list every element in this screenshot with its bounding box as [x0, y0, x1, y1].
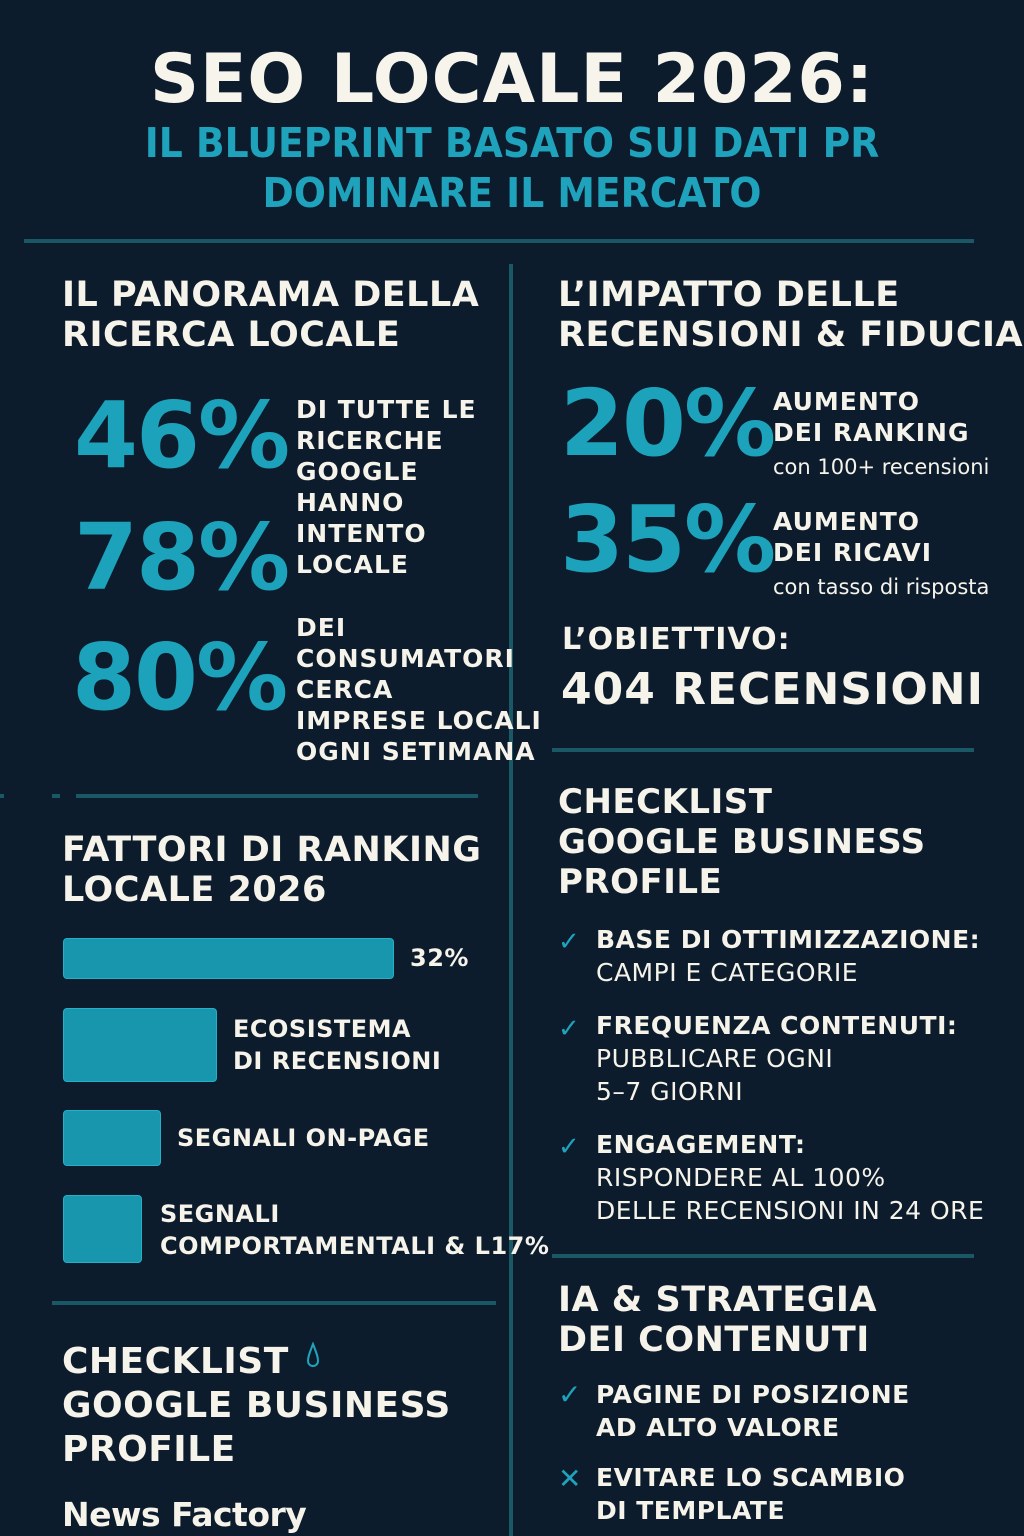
- checklist-item-2-text: 5–7 GIORNI: [596, 1077, 744, 1106]
- left-divider-2: [52, 1301, 496, 1305]
- checklist-item-1-heading: BASE DI OTTIMIZZAZIONE:: [596, 925, 981, 954]
- reviews-section-title: [558, 275, 1023, 355]
- bar-2-label-line-1: ECOSISTEMA: [233, 1015, 412, 1043]
- check-icon: ✓: [558, 927, 580, 957]
- checklist-item-3-heading: ENGAGEMENT:: [596, 1130, 806, 1159]
- ai-item-1: [596, 1378, 910, 1444]
- stat-35: 35%: [560, 486, 775, 593]
- left-checklist-title-line-2: GOOGLE BUSINESS: [62, 1385, 451, 1426]
- desc-line: HANNO: [296, 488, 405, 517]
- stat-20-line-2: DEI RANKING: [773, 418, 970, 447]
- droplet-icon: [306, 1342, 320, 1370]
- desc-line: RICERCHE: [296, 426, 444, 455]
- stat-20-line-1: AUMENTO: [773, 387, 921, 416]
- stat-46-78-description: [296, 394, 477, 580]
- stat-35-note: con tasso di risposta: [773, 575, 990, 599]
- ai-item-1-line: AD ALTO VALORE: [596, 1413, 840, 1442]
- checklist-item-1: [596, 923, 980, 989]
- landscape-title-line-1: IL PANORAMA DELLA: [62, 275, 480, 315]
- bar-4-label: [160, 1198, 549, 1262]
- left-checklist-title-line-1: [62, 1340, 451, 1384]
- bar-1-label: 32%: [410, 944, 469, 972]
- bar-ranking-1: [63, 938, 394, 979]
- desc-line: INTENTO: [296, 519, 427, 548]
- bar-3-label: SEGNALI ON-PAGE: [177, 1124, 430, 1152]
- page-subtitle: [41, 118, 983, 218]
- check-icon: ✓: [558, 1132, 580, 1162]
- bar-2-label: [233, 1013, 441, 1077]
- ai-item-2-line: EVITARE LO SCAMBIO: [596, 1463, 906, 1492]
- check-icon: ✓: [558, 1014, 580, 1044]
- gbp-title-line-3: PROFILE: [558, 862, 723, 902]
- checklist-item-2-text: PUBBLICARE OGNI: [596, 1044, 834, 1073]
- desc-line: OGNI SETIMANA: [296, 737, 536, 766]
- left-divider-1: [0, 794, 478, 798]
- left-checklist-title: [62, 1340, 451, 1472]
- desc-line: DI TUTTE LE: [296, 395, 477, 424]
- desc-line: CONSUMATORI: [296, 644, 515, 673]
- goal-value: 404 RECENSIONI: [561, 664, 984, 715]
- checklist-item-3-text: DELLE RECENSIONI IN 24 ORE: [596, 1196, 985, 1225]
- stat-35-line-1: AUMENTO: [773, 507, 921, 536]
- stat-78: 78%: [74, 504, 289, 611]
- ai-item-1-line: PAGINE DI POSIZIONE: [596, 1380, 910, 1409]
- checklist-item-2: [596, 1009, 957, 1108]
- header-divider: [24, 239, 974, 243]
- gbp-checklist-title: [558, 782, 926, 902]
- checklist-item-1-text: CAMPI E CATEGORIE: [596, 958, 859, 987]
- subtitle-line-1: IL BLUEPRINT BASATO SUI DATI PR: [144, 119, 880, 167]
- right-divider-2: [552, 1254, 974, 1258]
- subtitle-line-2: DOMINARE IL MERCATO: [262, 169, 762, 217]
- checklist-item-2-heading: FREQUENZA CONTENUTI:: [596, 1011, 958, 1040]
- bar-ranking-3: [63, 1110, 161, 1166]
- column-divider: [509, 264, 513, 1536]
- checklist-item-3: [596, 1128, 984, 1227]
- desc-line: DEI: [296, 613, 347, 642]
- ai-title-line-2: DEI CONTENUTI: [558, 1320, 870, 1360]
- stat-35-description: [773, 506, 989, 603]
- desc-line: IMPRESE LOCALI: [296, 706, 542, 735]
- gbp-title-line-2: GOOGLE BUSINESS: [558, 822, 926, 862]
- bar-4-label-line-2: COMPORTAMENTALI & L17%: [160, 1232, 550, 1260]
- reviews-title-line-1: L’IMPATTO DELLE: [558, 275, 900, 315]
- checklist-item-3-text: RISPONDERE AL 100%: [596, 1163, 886, 1192]
- stat-20-note: con 100+ recensioni: [773, 455, 990, 479]
- page-title: SEO LOCALE 2026:: [149, 40, 875, 119]
- left-checklist-title-line-3: PROFILE: [62, 1429, 236, 1470]
- stat-80: 80%: [72, 624, 287, 731]
- stat-35-line-2: DEI RICAVI: [773, 538, 933, 567]
- cross-icon: ✕: [558, 1462, 582, 1495]
- landscape-section-title: [62, 275, 479, 355]
- desc-line: LOCALE: [296, 550, 409, 579]
- bar-ranking-2: [63, 1008, 217, 1082]
- checklist-word: CHECKLIST: [62, 1341, 289, 1382]
- bar-4-label-line-1: SEGNALI: [160, 1200, 280, 1228]
- stat-80-description: [296, 612, 542, 767]
- bar-2-label-line-2: DI RECENSIONI: [233, 1047, 442, 1075]
- desc-line: CERCA: [296, 675, 394, 704]
- landscape-title-line-2: RICERCA LOCALE: [62, 315, 401, 355]
- brand-logo: News Factory: [62, 1495, 307, 1534]
- stat-20: 20%: [560, 370, 775, 477]
- stat-46: 46%: [74, 382, 289, 489]
- ranking-section-title: [62, 830, 481, 910]
- gbp-title-line-1: CHECKLIST: [558, 782, 773, 822]
- right-divider-1: [552, 748, 974, 752]
- bar-ranking-4: [63, 1195, 142, 1263]
- stat-20-description: [773, 386, 989, 483]
- ai-title-line-1: IA & STRATEGIA: [558, 1280, 878, 1320]
- desc-line: GOOGLE: [296, 457, 419, 486]
- check-icon: ✓: [558, 1378, 582, 1411]
- goal-label: L’OBIETTIVO:: [562, 622, 791, 657]
- ranking-title-line-1: FATTORI DI RANKING: [62, 830, 482, 870]
- ai-item-2-line: DI TEMPLATE: [596, 1496, 786, 1525]
- reviews-title-line-2: RECENSIONI & FIDUCIA: [558, 315, 1024, 355]
- ai-strategy-title: [558, 1280, 877, 1360]
- ai-item-2: [596, 1461, 905, 1527]
- ranking-title-line-2: LOCALE 2026: [62, 870, 327, 910]
